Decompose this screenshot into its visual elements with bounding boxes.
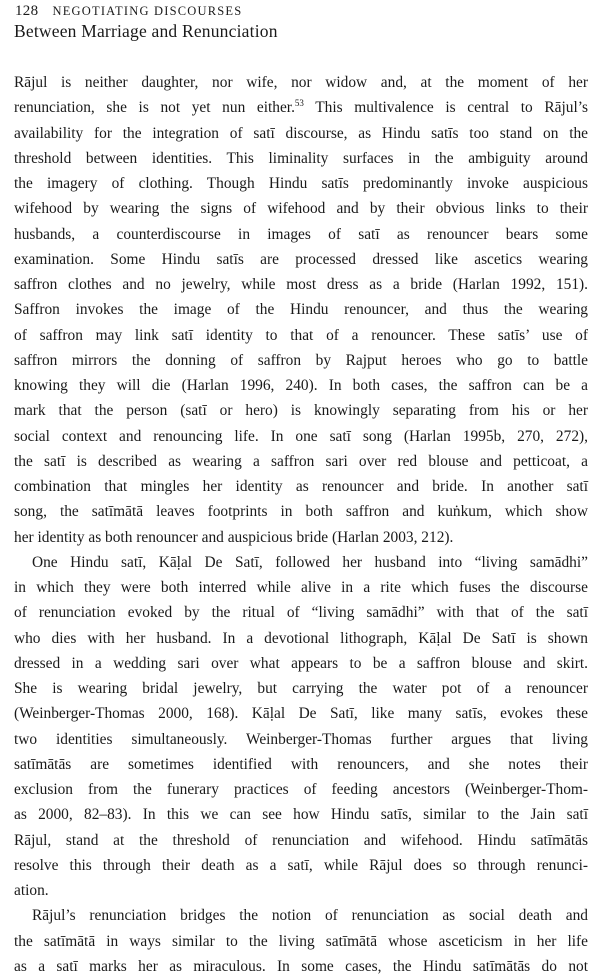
text-line-content: resolve this through their death as a satī, while Rājul does so through renunci- [14,856,588,874]
book-page [14,0,590,975]
running-title: NEGOTIATING DISCOURSES [52,4,243,18]
text-line-content: of saffron may link satī identity to that of a renouncer. These satīs’ use of [14,326,588,344]
text-line-content: examination. Some Hindu satīs are processed dressed like ascetics wearing [14,250,588,268]
section-title: Between Marriage and Renunciation [14,21,278,41]
text-line [14,398,588,423]
text-line-content: This multivalence is central to Rājul’s [303,99,588,117]
text-line-content: social context and renouncing life. In one satī song (Harlan 1995b, 270, 272), [14,427,588,445]
text-line-content: of renunciation evoked by the ritual of “living samādhi” with that of the satī [14,604,588,622]
text-line-content: in which they were both interred while alive in a rite which fuses the discourse [14,579,588,596]
text-line-content: the satīmātā in ways similar to the living satīmātā whose asceticism in her life [14,932,588,950]
text-line [14,525,588,550]
text-line-content: who dies with her husband. In a devotional lithograph, Kāḷal De Satī is shown [14,629,588,647]
text-line-content: as a satī marks her as miraculous. In some cases, the Hindu satīmātās do not [14,957,588,975]
text-line-content: Rājul’s renunciation bridges the notion of renunciation as social death and [32,907,588,925]
text-line [14,499,588,524]
text-line [14,474,588,499]
text-line [14,853,588,878]
text-line [14,121,588,146]
text-line-content: her identity as both renouncer and auspicious bride (Harlan 2003, 212). [14,528,454,546]
text-line [14,575,588,600]
text-line [14,676,588,701]
text-line-content: combination that mingles her identity as renouncer and bride. In another satī [14,478,588,495]
text-line-content: knowing they will die (Harlan 1996, 240). In both cases, the saffron can be a [14,377,588,394]
text-line [14,651,588,676]
text-line [14,828,588,853]
text-line [14,95,588,120]
text-line-content: the imagery of clothing. Though Hindu satīs predominantly invoke auspicious [14,175,588,192]
text-line-content: availability for the integration of satī discourse, as Hindu satīs too stand on the [14,124,588,142]
text-line [14,373,588,398]
text-line-content: song, the satīmātā leaves footprints in both saffron and kuṅkum, which show [14,503,588,521]
text-line-content: wifehood by wearing the signs of wifehood and by their obvious links to their [14,200,588,218]
text-line [14,600,588,625]
page-number: 128 [15,3,39,19]
text-line-content: One Hindu satī, Kāḷal De Satī, followed her husband into “living samādhi” [32,553,588,571]
text-line-content: two identities simultaneously. Weinberger-Thomas further argues that living [14,730,588,748]
text-line [14,323,588,348]
text-line [14,297,588,322]
text-line-content: renunciation, she is not yet nun either. [14,99,295,117]
text-line [14,903,588,928]
text-line-content: mark that the person (satī or hero) is knowingly separating from his or her [14,402,588,420]
running-header [15,3,242,20]
body-text [14,70,588,979]
text-line-content: threshold between identities. This liminality surfaces in the ambiguity around [14,149,588,167]
text-line [14,752,588,777]
text-line [14,929,588,954]
text-line [14,550,588,575]
text-line-content: saffron clothes and no jewelry, while most dress as a bride (Harlan 1992, 151). [14,276,588,293]
text-line [14,878,588,903]
text-line [14,626,588,651]
text-line [14,222,588,247]
text-line [14,424,588,449]
text-line [14,146,588,171]
text-line [14,802,588,827]
text-line-content: She is wearing bridal jewelry, but carrying the water pot of a renouncer [14,680,588,697]
text-line-content: (Weinberger-Thomas 2000, 168). Kāḷal De Satī, like many satīs, evokes these [14,705,588,723]
footnote-reference: 53 [294,98,304,109]
text-line-content: husbands, a counterdiscourse in images of satī as renouncer bears some [14,225,588,243]
text-line-content: the satī is described as wearing a saffron sari over red blouse and petticoat, a [14,452,588,470]
text-line [14,70,588,95]
text-line [14,727,588,752]
text-line [14,954,588,979]
text-line-content: Rājul is neither daughter, nor wife, nor widow and, at the moment of her [14,74,588,91]
text-line [14,449,588,474]
text-line-content: saffron mirrors the donning of saffron by Rajput heroes who go to battle [14,351,588,369]
text-line [14,247,588,272]
text-line [14,701,588,726]
text-line-content: as 2000, 82–83). In this we can see how Hindu satīs, similar to the Jain satī [14,806,588,824]
text-line [14,777,588,802]
text-line-content: dressed in a wedding sari over what appears to be a saffron blouse and skirt. [14,654,588,672]
text-line-content: ation. [14,882,49,899]
text-line [14,272,588,297]
text-line [14,171,588,196]
text-line [14,196,588,221]
text-line-content: exclusion from the funerary practices of feeding ancestors (Weinberger-Thom- [14,781,588,798]
text-line [14,348,588,373]
text-line-content: satīmātās are sometimes identified with renouncers, and she notes their [14,755,588,773]
text-line-content: Rājul, stand at the threshold of renunciation and wifehood. Hindu satīmātās [14,831,588,849]
text-line-content: Saffron invokes the image of the Hindu renouncer, and thus the wearing [14,301,588,319]
